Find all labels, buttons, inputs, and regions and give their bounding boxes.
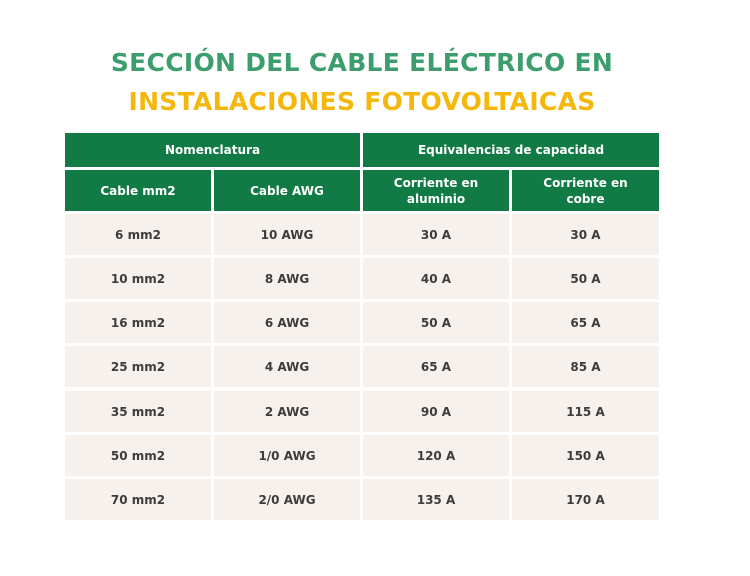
cobre-current-cell: 65 A xyxy=(512,302,659,343)
aluminio-current-cell: 40 A xyxy=(363,258,509,299)
group-header-equivalencias: Equivalencias de capacidad xyxy=(363,133,659,167)
cable-mm2-cell: 6 mm2 xyxy=(65,214,211,255)
cable-awg-cell: 10 AWG xyxy=(214,214,360,255)
cable-mm2-cell: 25 mm2 xyxy=(65,346,211,387)
cobre-current-cell: 170 A xyxy=(512,479,659,520)
column-header-cable-awg: Cable AWG xyxy=(214,170,360,211)
page-title-line1: SECCIÓN DEL CABLE ELÉCTRICO EN xyxy=(110,48,614,77)
cable-awg-cell: 8 AWG xyxy=(214,258,360,299)
cable-mm2-cell: 16 mm2 xyxy=(65,302,211,343)
aluminio-current-cell: 50 A xyxy=(363,302,509,343)
cobre-current-cell: 50 A xyxy=(512,258,659,299)
aluminio-current-cell: 120 A xyxy=(363,435,509,476)
cable-mm2-cell: 50 mm2 xyxy=(65,435,211,476)
column-header-corriente-cobre: Corriente en cobre xyxy=(512,170,659,211)
cobre-current-cell: 150 A xyxy=(512,435,659,476)
cable-awg-cell: 4 AWG xyxy=(214,346,360,387)
aluminio-current-cell: 90 A xyxy=(363,391,509,432)
group-header-nomenclatura: Nomenclatura xyxy=(65,133,360,167)
cable-awg-cell: 2 AWG xyxy=(214,391,360,432)
page-title-line2: INSTALACIONES FOTOVOLTAICAS xyxy=(128,87,596,116)
cobre-current-cell: 30 A xyxy=(512,214,659,255)
cable-awg-cell: 1/0 AWG xyxy=(214,435,360,476)
aluminio-current-cell: 135 A xyxy=(363,479,509,520)
cable-mm2-cell: 70 mm2 xyxy=(65,479,211,520)
cobre-current-cell: 115 A xyxy=(512,391,659,432)
cable-mm2-cell: 10 mm2 xyxy=(65,258,211,299)
column-header-corriente-aluminio: Corriente en aluminio xyxy=(363,170,509,211)
cobre-current-cell: 85 A xyxy=(512,346,659,387)
column-header-cable-mm2: Cable mm2 xyxy=(65,170,211,211)
aluminio-current-cell: 30 A xyxy=(363,214,509,255)
cable-awg-cell: 2/0 AWG xyxy=(214,479,360,520)
aluminio-current-cell: 65 A xyxy=(363,346,509,387)
cable-mm2-cell: 35 mm2 xyxy=(65,391,211,432)
cable-awg-cell: 6 AWG xyxy=(214,302,360,343)
